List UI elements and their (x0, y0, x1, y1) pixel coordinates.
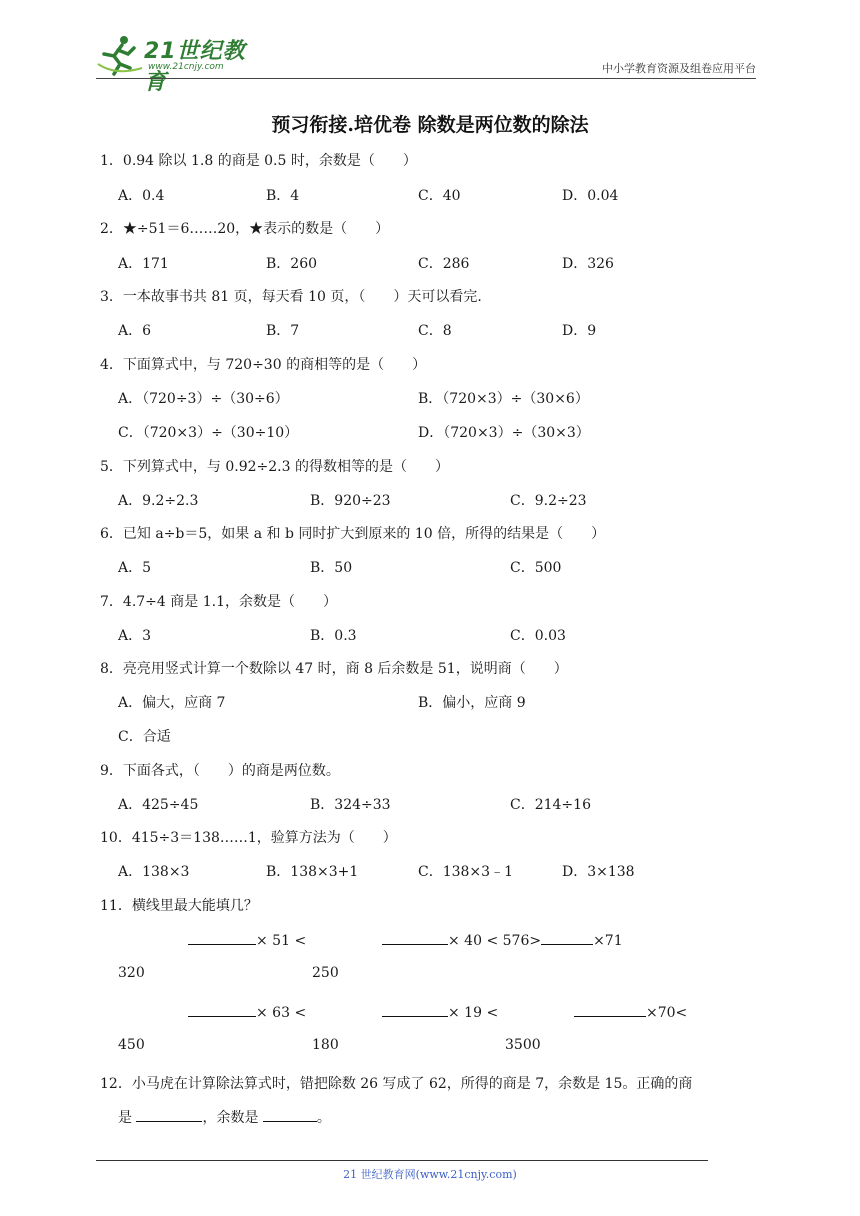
q11-row2-item2 (382, 1003, 498, 1021)
logo-url: www.21cnjy.com (148, 62, 224, 72)
q8-option-b[interactable]: B．偏小，应商 9 (418, 695, 526, 711)
q2-option-d[interactable]: D．326 (562, 256, 614, 272)
q11-row1-expr3: ×71 (593, 933, 623, 949)
footer-divider (96, 1160, 708, 1161)
q11-row1-item1 (188, 931, 306, 949)
header-divider (96, 78, 756, 79)
question-2: 2．★÷51＝6……20，★表示的数是（ ） (100, 221, 390, 237)
q8-option-a[interactable]: A．偏大，应商 7 (118, 695, 226, 711)
question-1: 1．0.94 除以 1.8 的商是 0.5 时，余数是（ ） (100, 153, 417, 169)
q11-row2-expr3: ×70< (646, 1005, 688, 1021)
q11-value-180: 180 (312, 1037, 339, 1053)
q3-option-d[interactable]: D．9 (562, 323, 597, 339)
question-10: 10．415÷3＝138……1，验算方法为（ ） (100, 830, 397, 846)
q4-option-d[interactable]: D．（720×3）÷（30×3） (418, 425, 590, 441)
q3-option-c[interactable]: C．8 (418, 323, 452, 339)
question-6: 6．已知 a÷b＝5，如果 a 和 b 同时扩大到原来的 10 倍，所得的结果是（ ） (100, 526, 606, 542)
q11-row1-item2 (382, 931, 623, 949)
q4-option-a[interactable]: A．（720÷3）÷（30÷6） (118, 391, 289, 407)
answer-blank[interactable] (188, 931, 256, 945)
question-4: 4．下面算式中，与 720÷30 的商相等的是（ ） (100, 357, 427, 373)
answer-blank[interactable] (382, 1003, 448, 1017)
answer-blank-remainder[interactable] (263, 1108, 317, 1122)
q12-text-c: 。 (316, 1110, 331, 1126)
q1-option-a[interactable]: A．0.4 (118, 188, 165, 204)
runner-logo-icon (96, 34, 144, 78)
q11-row2-expr1: × 63 < (256, 1005, 307, 1021)
page-header (96, 30, 756, 95)
question-3: 3．一本故事书共 81 页，每天看 10 页，（ ）天可以看完. (100, 289, 482, 305)
answer-blank[interactable] (188, 1003, 256, 1017)
q6-option-b[interactable]: B．50 (310, 560, 353, 576)
q11-value-3500: 3500 (505, 1037, 541, 1053)
q11-row2-item1 (188, 1003, 306, 1021)
q9-option-c[interactable]: C．214÷16 (510, 797, 591, 813)
q9-option-a[interactable]: A．425÷45 (118, 797, 199, 813)
footer-link[interactable]: 21 世纪教育网(www.21cnjy.com) (343, 1168, 517, 1181)
q1-option-b[interactable]: B．4 (266, 188, 300, 204)
q7-option-a[interactable]: A．3 (118, 628, 152, 644)
header-platform-text: 中小学教育资源及组卷应用平台 (602, 62, 756, 75)
q5-option-c[interactable]: C．9.2÷23 (510, 493, 587, 509)
answer-blank-quotient[interactable] (136, 1108, 202, 1122)
q6-option-c[interactable]: C．500 (510, 560, 562, 576)
q11-value-250: 250 (312, 965, 339, 981)
q3-option-a[interactable]: A．6 (118, 323, 152, 339)
logo-text: 21世纪教育 (144, 39, 246, 95)
q1-option-c[interactable]: C．40 (418, 188, 461, 204)
q11-row2-item3 (574, 1003, 687, 1021)
q3-option-b[interactable]: B．7 (266, 323, 300, 339)
q4-option-c[interactable]: C．（720×3）÷（30÷10） (118, 425, 299, 441)
q5-option-b[interactable]: B．920÷23 (310, 493, 391, 509)
q10-option-c[interactable]: C．138×3﹣1 (418, 864, 513, 880)
q12-text-b: ，余数是 (202, 1110, 263, 1126)
q2-option-a[interactable]: A．171 (118, 256, 169, 272)
q10-option-b[interactable]: B．138×3+1 (266, 864, 359, 880)
answer-blank[interactable] (574, 1003, 646, 1017)
question-8: 8．亮亮用竖式计算一个数除以 47 时，商 8 后余数是 51，说明商（ ） (100, 661, 568, 677)
q12-text-a: 是 (118, 1110, 137, 1126)
q6-option-a[interactable]: A．5 (118, 560, 152, 576)
question-7: 7．4.7÷4 商是 1.1，余数是（ ） (100, 594, 337, 610)
q11-value-320: 320 (118, 965, 145, 981)
answer-blank[interactable] (541, 931, 593, 945)
question-12-line2 (118, 1107, 331, 1127)
q5-option-a[interactable]: A．9.2÷2.3 (118, 493, 199, 509)
q4-option-b[interactable]: B．（720×3）÷（30×6） (418, 391, 589, 407)
q11-value-450: 450 (118, 1037, 145, 1053)
question-12-line1: 12．小马虎在计算除法算式时，错把除数 26 写成了 62，所得的商是 7，余数是 15。正确的商 (100, 1076, 693, 1092)
q7-option-c[interactable]: C．0.03 (510, 628, 566, 644)
q11-row2-expr2: × 19 < (448, 1005, 499, 1021)
q10-option-d[interactable]: D．3×138 (562, 864, 635, 880)
question-9: 9．下面各式，（ ）的商是两位数。 (100, 763, 340, 779)
q2-option-b[interactable]: B．260 (266, 256, 318, 272)
q8-option-c[interactable]: C．合适 (118, 729, 171, 745)
site-logo (96, 34, 266, 95)
q2-option-c[interactable]: C．286 (418, 256, 470, 272)
q11-row1-expr1: × 51 < (256, 933, 307, 949)
page-title: 预习衔接.培优卷 除数是两位数的除法 (271, 114, 589, 136)
question-5: 5．下列算式中，与 0.92÷2.3 的得数相等的是（ ） (100, 459, 449, 475)
q11-row1-expr2: × 40 < 576> (448, 933, 542, 949)
q9-option-b[interactable]: B．324÷33 (310, 797, 391, 813)
q1-option-d[interactable]: D．0.04 (562, 188, 619, 204)
q7-option-b[interactable]: B．0.3 (310, 628, 357, 644)
q10-option-a[interactable]: A．138×3 (118, 864, 190, 880)
question-11: 11．横线里最大能填几？ (100, 898, 258, 914)
answer-blank[interactable] (382, 931, 448, 945)
